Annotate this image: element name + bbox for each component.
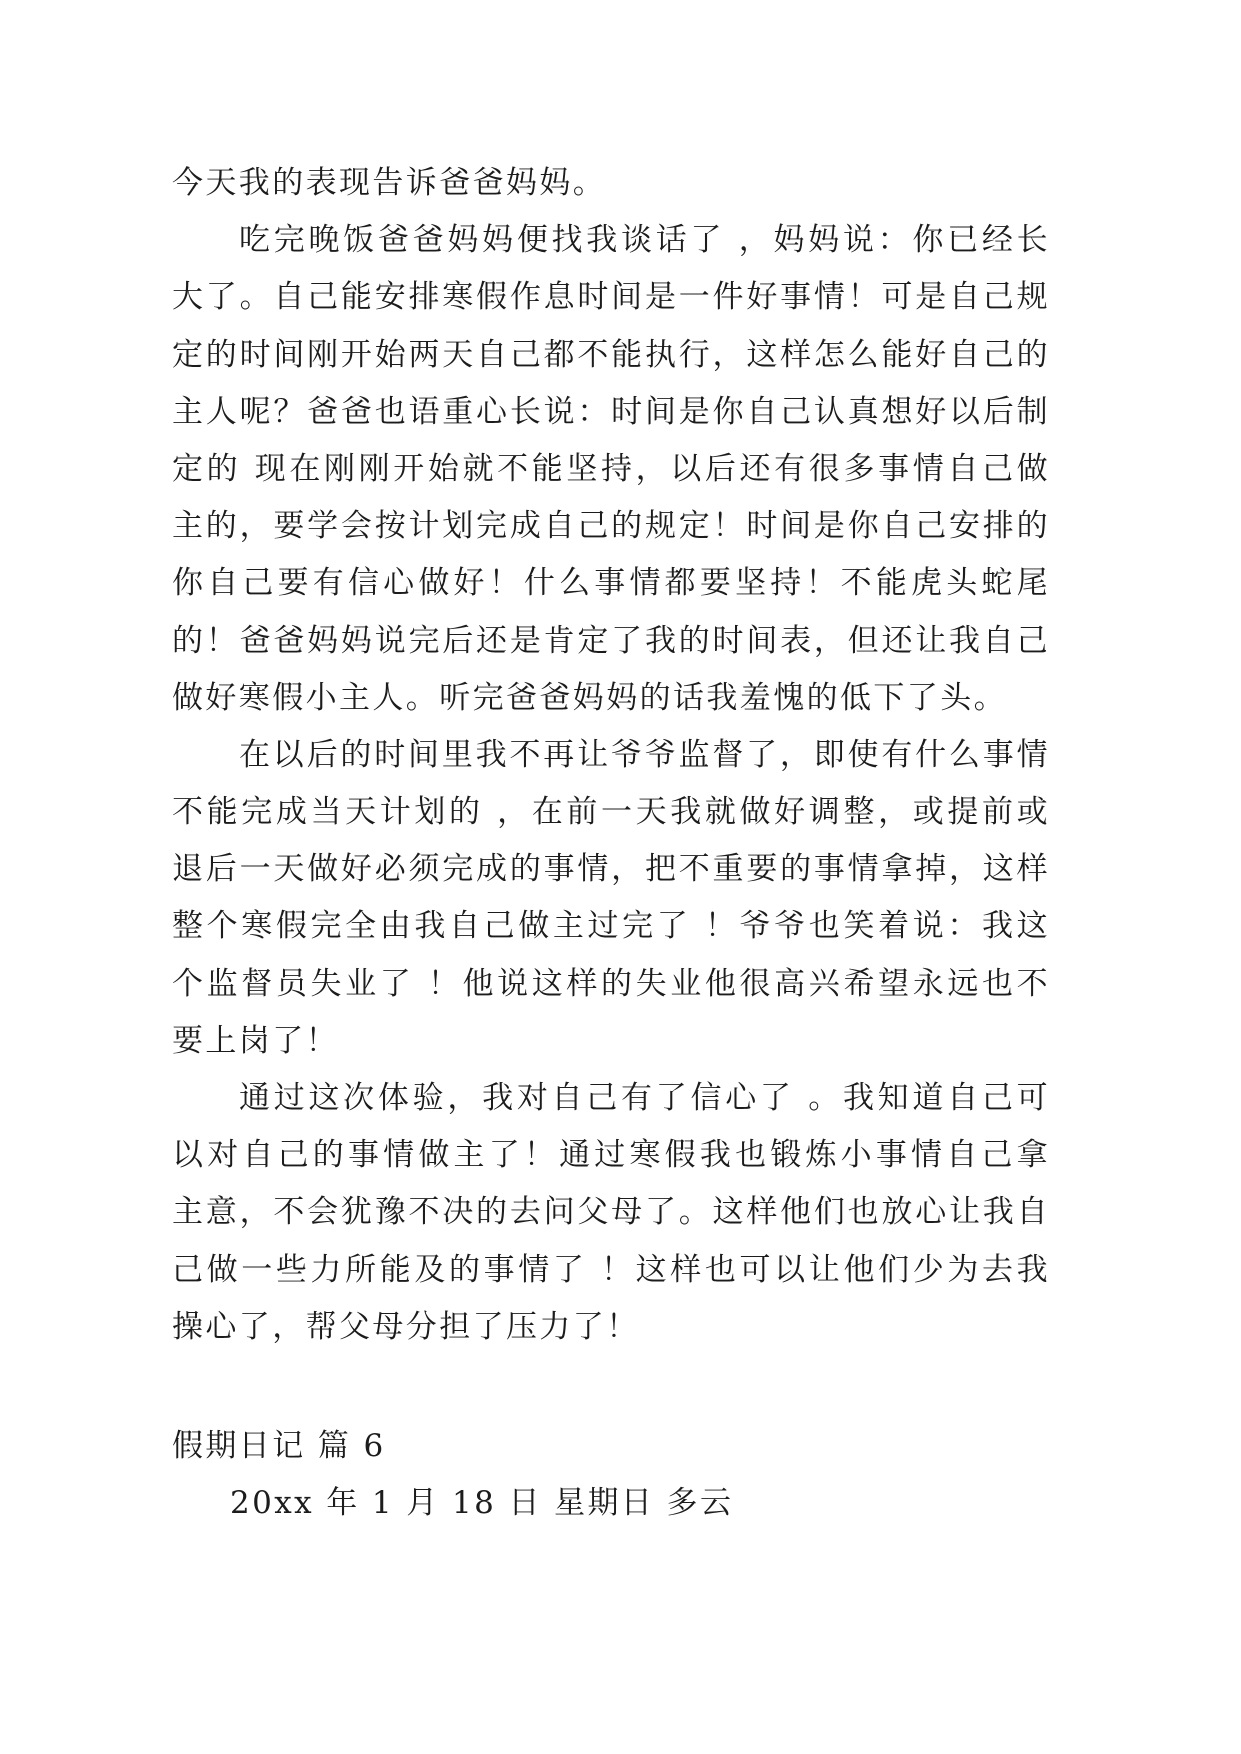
paragraph [172,727,1050,1070]
paragraph [172,1070,1050,1356]
text-line: 操心了，帮父母分担了压力了！ [172,1308,640,1345]
text-line: 主的，要学会按计划完成自己的规定！时间是你自己安排的 [172,508,1050,545]
text-line: 退后一天做好必须完成的事情，把不重要的事情拿掉，这样 [172,851,1050,888]
text-line: 主意，不会犹豫不决的去问父母了。这样他们也放心让我自 [172,1194,1050,1231]
text-line: 不能完成当天计划的 ，在前一天我就做好调整，或提前或 [172,794,1050,831]
text-line: 的！爸爸妈妈说完后还是肯定了我的时间表，但还让我自己 [172,622,1050,659]
text-line: 吃完晚饭爸爸妈妈便找我谈话了 ，妈妈说：你已经长 [239,222,1050,259]
paragraph [172,155,1050,212]
text-line: 通过这次体验，我对自己有了信心了 。我知道自己可 [239,1080,1050,1116]
document-body [172,155,1050,1532]
text-line: 整个寒假完全由我自己做主过完了 ！爷爷也笑着说：我这 [172,908,1050,945]
text-line: 己做一些力所能及的事情了 ！这样也可以让他们少为去我 [172,1251,1050,1288]
text-line: 在以后的时间里我不再让爷爷监督了，即使有什么事情 [239,736,1050,773]
text-line: 个监督员失业了 ！他说这样的失业他很高兴希望永远也不 [172,965,1050,1002]
paragraph [172,212,1050,727]
text-line: 定的时间刚开始两天自己都不能执行，这样怎么能好自己的 [172,336,1050,373]
text-line: 要上岗了！ [172,1022,339,1059]
text-line: 今天我的表现告诉爸爸妈妈。 [172,165,607,201]
date-line: 20xx 年 1 月 18 日 星期日 多云 [230,1485,734,1522]
section-title: 假期日记 篇 6 [172,1427,386,1464]
text-line: 大了。自己能安排寒假作息时间是一件好事情！可是自己规 [172,279,1050,316]
text-line: 做好寒假小主人。听完爸爸妈妈的话我羞愧的低下了头。 [172,679,1007,716]
text-line: 定的 现在刚刚开始就不能坚持，以后还有很多事情自己做 [172,450,1050,487]
text-line: 以对自己的事情做主了！通过寒假我也锻炼小事情自己拿 [172,1137,1050,1174]
text-line: 主人呢？爸爸也语重心长说：时间是你自己认真想好以后制 [172,393,1050,430]
text-line: 你自己要有信心做好！什么事情都要坚持！不能虎头蛇尾 [172,565,1050,602]
